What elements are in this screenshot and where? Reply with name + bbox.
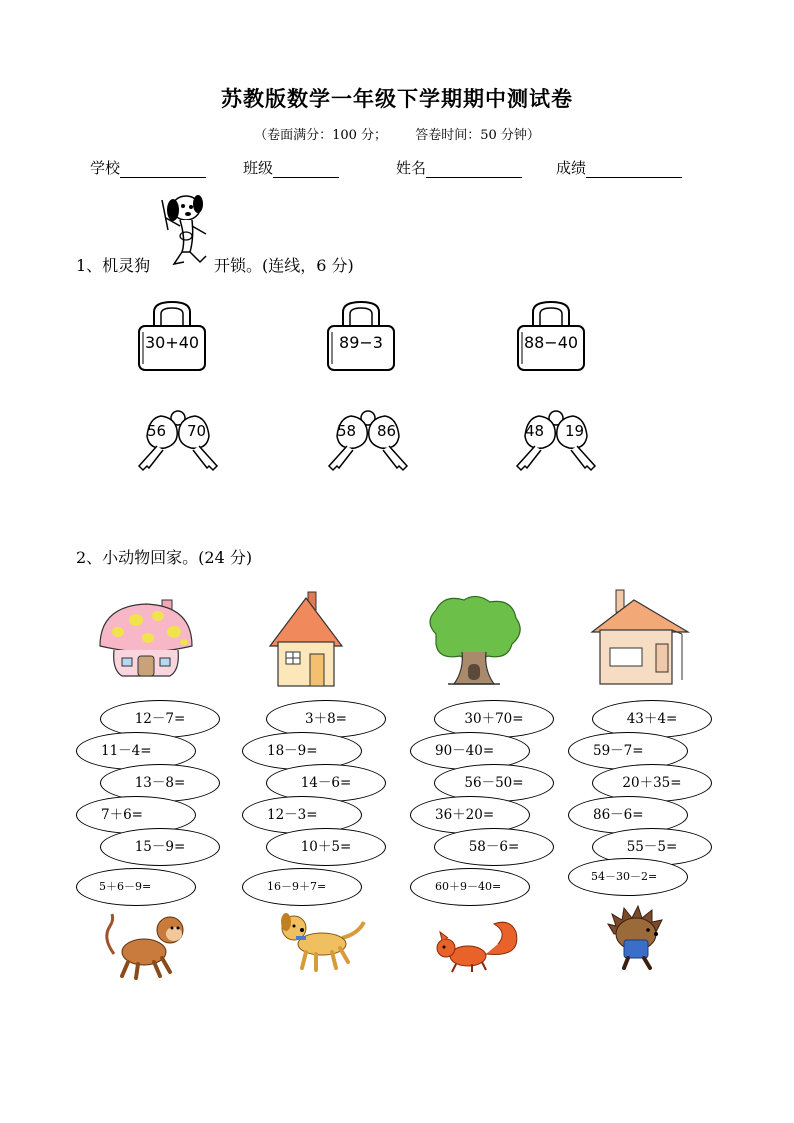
name-label: 姓名 — [396, 159, 427, 177]
keys-icon — [513, 408, 599, 474]
tree-house-icon — [424, 594, 524, 690]
equation-1-6[interactable]: 5＋6－9= — [76, 868, 196, 906]
lock-3-expression: 88−40 — [523, 333, 579, 352]
equation-3-6[interactable]: 60＋9－40= — [410, 868, 530, 906]
equation-3-4[interactable]: 36＋20= — [410, 796, 530, 834]
lock-2[interactable] — [325, 298, 397, 374]
equation-4-6[interactable]: 54－30－2= — [568, 858, 688, 896]
equation-4-1[interactable]: 43＋4= — [592, 700, 712, 738]
key-2a-value: 58 — [337, 422, 357, 440]
q2-title: 2、小动物回家。(24 分) — [76, 548, 253, 567]
dog-mascot-icon — [156, 190, 214, 270]
mushroom-house-icon — [96, 598, 196, 680]
brick-house-icon — [590, 588, 690, 688]
key-3a-value: 48 — [525, 422, 545, 440]
equation-2-6[interactable]: 16－9＋7= — [242, 868, 362, 906]
equation-1-5[interactable]: 15－9= — [100, 828, 220, 866]
class-field[interactable] — [243, 157, 339, 178]
orange-roof-house-icon — [268, 586, 344, 690]
equation-1-3[interactable]: 13－8= — [100, 764, 220, 802]
score-info: （卷面满分：100 分； — [254, 128, 388, 143]
hedgehog-icon — [604, 904, 666, 970]
key-2b-value: 86 — [377, 422, 397, 440]
keys-icon — [135, 408, 221, 474]
key-pair-2[interactable] — [325, 408, 411, 474]
q1-prefix: 1、机灵狗 — [76, 256, 151, 275]
lock-1-expression: 30+40 — [144, 333, 200, 352]
equation-2-3[interactable]: 14－6= — [266, 764, 386, 802]
time-info: 答卷时间：50 分钟） — [415, 128, 540, 143]
equation-3-5[interactable]: 58－6= — [434, 828, 554, 866]
exam-info — [0, 124, 794, 143]
equation-2-5[interactable]: 10＋5= — [266, 828, 386, 866]
equation-3-1[interactable]: 30＋70= — [434, 700, 554, 738]
name-field[interactable] — [396, 157, 522, 178]
equation-2-2[interactable]: 18－9= — [242, 732, 362, 770]
key-1a-value: 56 — [147, 422, 167, 440]
monkey-icon — [100, 908, 192, 980]
equation-3-3[interactable]: 56－50= — [434, 764, 554, 802]
equation-4-3[interactable]: 20＋35= — [592, 764, 712, 802]
lock-1[interactable] — [136, 298, 208, 374]
score-field[interactable] — [556, 157, 682, 178]
score-label: 成绩 — [556, 159, 587, 177]
equation-1-4[interactable]: 7＋6= — [76, 796, 196, 834]
equation-4-2[interactable]: 59－7= — [568, 732, 688, 770]
key-3b-value: 19 — [565, 422, 585, 440]
squirrel-icon — [428, 918, 524, 974]
dog-icon — [272, 908, 368, 974]
q1-suffix: 开锁。(连线，6 分) — [214, 256, 354, 275]
equation-4-5[interactable]: 55－5= — [592, 828, 712, 866]
key-1b-value: 70 — [187, 422, 207, 440]
page-title: 苏教版数学一年级下学期期中测试卷 — [221, 86, 573, 111]
equation-1-2[interactable]: 11－4= — [76, 732, 196, 770]
equation-3-2[interactable]: 90－40= — [410, 732, 530, 770]
equation-1-1[interactable]: 12－7= — [100, 700, 220, 738]
key-pair-1[interactable] — [135, 408, 221, 474]
lock-3[interactable] — [515, 298, 587, 374]
equation-4-4[interactable]: 86－6= — [568, 796, 688, 834]
key-pair-3[interactable] — [513, 408, 599, 474]
keys-icon — [325, 408, 411, 474]
equation-2-4[interactable]: 12－3= — [242, 796, 362, 834]
class-label: 班级 — [243, 159, 274, 177]
lock-2-expression: 89−3 — [339, 333, 383, 352]
equation-2-1[interactable]: 3＋8= — [266, 700, 386, 738]
school-field[interactable] — [90, 157, 206, 178]
school-label: 学校 — [90, 159, 121, 177]
